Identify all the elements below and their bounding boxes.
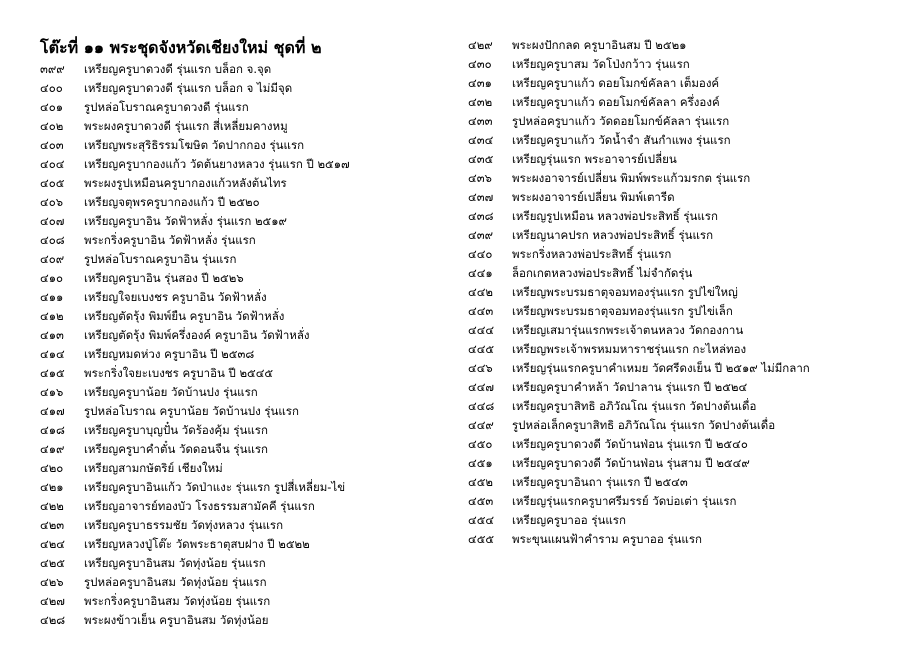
item-text: เหรียญตัดรุ้ง พิมพ์ครึ่งองค์ ครูบาอิน วัดฟ้าหลั่ง <box>84 328 310 342</box>
list-item <box>40 402 450 421</box>
list-item <box>40 497 450 516</box>
item-text: พระผงข้าวเย็น ครูบาอินสม วัดทุ่งน้อย <box>84 613 269 627</box>
list-item <box>40 611 450 630</box>
item-number: ๔๒๖ <box>40 575 64 589</box>
item-text: เหรียญครูบาดวงดี รุ่นแรก บล็อก จ.จุด <box>84 62 272 76</box>
item-number: ๔๒๑ <box>40 480 64 494</box>
item-text: เหรียญครูบาอิน รุ่นสอง ปี ๒๕๒๖ <box>84 271 244 285</box>
list-item <box>40 345 450 364</box>
list-item <box>40 193 450 212</box>
list-item <box>40 535 450 554</box>
item-number: ๔๓๖ <box>468 171 492 185</box>
item-text: เหรียญครูบาสิทธิ อภิวัณโณ รุ่นแรก วัดปางต้นเดื่อ <box>512 399 757 413</box>
list-item <box>40 573 450 592</box>
item-text: รูปหล่อโบราณ ครูบาน้อย วัดบ้านปง รุ่นแรก <box>84 404 299 418</box>
page-title: โต๊ะที่ ๑๑ พระชุดจังหวัดเชียงใหม่ ชุดที่ ๒ <box>40 38 322 57</box>
item-number: ๔๑๕ <box>40 366 65 380</box>
item-number: ๔๔๗ <box>468 380 495 394</box>
item-number: ๔๓๗ <box>468 190 494 204</box>
item-number: ๔๐๒ <box>40 119 64 133</box>
list-item <box>40 174 450 193</box>
item-number: ๔๒๗ <box>40 594 65 608</box>
item-number: ๔๒๐ <box>40 461 64 475</box>
list-item <box>40 212 450 231</box>
item-text: เหรียญครูบาอิน วัดฟ้าหลั่ง รุ่นแรก ๒๕๑๙ <box>84 214 287 228</box>
item-number: ๔๐๗ <box>40 214 65 228</box>
item-text: เหรียญพระบรมธาตุจอมทองรุ่นแรก รูปไข่ใหญ่ <box>512 285 738 299</box>
item-number: ๔๑๒ <box>40 309 64 323</box>
item-text: เหรียญครูบาออ รุ่นแรก <box>512 513 626 527</box>
item-text: พระผงครูบาดวงดี รุ่นแรก สี่เหลี่ยมคางหมู <box>84 119 288 133</box>
item-text: เหรียญครูบาดวงดี วัดบ้านฟ่อน รุ่นสาม ปี ๒๕๔๙ <box>512 456 750 470</box>
list-item <box>40 117 450 136</box>
item-number: ๔๔๘ <box>468 399 495 413</box>
item-number: ๔๐๙ <box>40 252 65 266</box>
list-item <box>468 131 888 150</box>
item-number: ๔๔๕ <box>468 342 495 356</box>
item-text: เหรียญครูบาอินถา รุ่นแรก ปี ๒๕๔๓ <box>512 475 688 489</box>
item-text: เหรียญจตุพรครูบากองแก้ว ปี ๒๕๒๐ <box>84 195 260 209</box>
list-item <box>40 459 450 478</box>
list-item <box>40 421 450 440</box>
item-number: ๔๔๓ <box>468 304 494 318</box>
item-number: ๔๔๑ <box>468 266 493 280</box>
item-number: ๔๔๙ <box>468 418 494 432</box>
item-number: ๔๑๗ <box>40 404 65 418</box>
item-number: ๔๔๒ <box>468 285 493 299</box>
list-item <box>40 307 450 326</box>
list-item <box>468 283 888 302</box>
item-text: เหรียญรุ่นแรกครูบาศรีมรรย์ วัดบ่อเต่า รุ่นแรก <box>512 494 737 508</box>
list-item <box>40 554 450 573</box>
item-text: เหรียญครูบาคำตั๋น วัดดอนจืน รุ่นแรก <box>84 442 268 456</box>
list-item <box>40 79 450 98</box>
item-text: เหรียญครูบาบุญปั๋น วัดร้องคุ้ม รุ่นแรก <box>84 423 268 437</box>
item-text: เหรียญรุ่นแรกครูบาคำเหมย วัดศรีดงเย็น ปี ๒๕๑๙ ไม่มีกลาก <box>512 361 810 375</box>
list-item <box>468 454 888 473</box>
item-number: ๔๐๔ <box>40 157 65 171</box>
item-text: เหรียญครูบาสม วัดโป่งกว้าว รุ่นแรก <box>512 57 690 71</box>
list-item <box>40 60 450 79</box>
item-number: ๔๓๓ <box>468 114 493 128</box>
item-number: ๔๓๐ <box>468 57 492 71</box>
item-text: เหรียญเสมารุ่นแรกพระเจ้าตนหลวง วัดกองกาน <box>512 323 744 337</box>
list-item <box>40 440 450 459</box>
list-item <box>468 397 888 416</box>
list-item <box>468 511 888 530</box>
item-text: เหรียญครูบากองแก้ว วัดต้นยางหลวง รุ่นแรก ปี ๒๕๑๗ <box>84 157 350 171</box>
item-text: รูปหล่อเล็กครูบาสิทธิ อภิวัณโณ รุ่นแรก วัดปางต้นเดื่อ <box>512 418 776 432</box>
item-text: พระผงอาจารย์เปลี่ยน พิมพ์พระแก้วมรกต รุ่นแรก <box>512 171 751 185</box>
item-text: พระกริ่งหลวงพ่อประสิทธิ์ รุ่นแรก <box>512 247 672 261</box>
item-number: ๔๓๙ <box>468 228 493 242</box>
item-number: ๔๑๓ <box>40 328 64 342</box>
item-text: เหรียญครูบาแก้ว ดอยโมกข์คัลลา ครึ่งองค์ <box>512 95 720 109</box>
item-text: เหรียญครูบาอินแก้ว วัดป่าแงะ รุ่นแรก รูปสี่เหลี่ยม-ไข่ <box>84 480 346 494</box>
item-text: เหรียญหมดห่วง ครูบาอิน ปี ๒๕๓๘ <box>84 347 255 361</box>
item-number: ๔๑๑ <box>40 290 64 304</box>
item-number: ๔๐๓ <box>40 138 64 152</box>
list-item <box>40 155 450 174</box>
item-number: ๔๑๖ <box>40 385 64 399</box>
list-item <box>468 302 888 321</box>
list-item <box>468 378 888 397</box>
item-number: ๓๙๙ <box>40 62 65 76</box>
item-number: ๔๓๔ <box>468 133 494 147</box>
list-item <box>468 340 888 359</box>
item-number: ๔๕๕ <box>468 532 495 546</box>
item-number: ๔๒๕ <box>40 556 65 570</box>
list-item <box>40 136 450 155</box>
item-text: รูปหล่อโบราณครูบาดวงดี รุ่นแรก <box>84 100 249 114</box>
list-item <box>40 231 450 250</box>
item-text: พระผงรูปเหมือนครูบากองแก้วหลังต้นไทร <box>84 176 287 190</box>
item-text: เหรียญรูปเหมือน หลวงพ่อประสิทธิ์ รุ่นแรก <box>512 209 718 223</box>
item-number: ๔๔๖ <box>468 361 493 375</box>
item-text: รูปหล่อโบราณครูบาอิน รุ่นแรก <box>84 252 237 266</box>
list-item <box>468 93 888 112</box>
list-item <box>468 245 888 264</box>
item-number: ๔๐๑ <box>40 100 64 114</box>
list-item <box>40 364 450 383</box>
item-number: ๔๓๕ <box>468 152 494 166</box>
item-text: เหรียญตัดรุ้ง พิมพ์ยืน ครูบาอิน วัดฟ้าหลั่ง <box>84 309 285 323</box>
list-item <box>468 473 888 492</box>
list-item <box>468 112 888 131</box>
item-number: ๔๕๓ <box>468 494 494 508</box>
list-item <box>468 55 888 74</box>
item-text: พระผงปักกลด ครูบาอินสม ปี ๒๕๒๑ <box>512 38 687 52</box>
item-text: รูปหล่อครูบาอินสม วัดทุ่งน้อย รุ่นแรก <box>84 575 267 589</box>
item-text: เหรียญครูบาคำหล้า วัดปาลาน รุ่นแรก ปี ๒๕๒๔ <box>512 380 748 394</box>
item-number: ๔๑๔ <box>40 347 65 361</box>
item-text: พระกริ่งใจยะเบงชร ครูบาอิน ปี ๒๕๔๕ <box>84 366 274 380</box>
list-item <box>468 264 888 283</box>
item-text: เหรียญครูบาดวงดี รุ่นแรก บล็อก จ ไม่มีจุด <box>84 81 293 95</box>
item-number: ๔๑๐ <box>40 271 64 285</box>
list-item <box>468 530 888 549</box>
item-text: เหรียญรุ่นแรก พระอาจารย์เปลี่ยน <box>512 152 677 166</box>
list-item <box>468 207 888 226</box>
item-text: เหรียญครูบาดวงดี วัดบ้านฟ่อน รุ่นแรก ปี ๒๕๔๐ <box>512 437 748 451</box>
item-number: ๔๒๓ <box>40 518 65 532</box>
left-column-list <box>40 60 450 630</box>
right-column-list <box>468 36 888 549</box>
list-item <box>468 359 888 378</box>
list-item <box>468 416 888 435</box>
item-text: เหรียญครูบาธรรมชัย วัดทุ่งหลวง รุ่นแรก <box>84 518 284 532</box>
item-number: ๔๓๘ <box>468 209 494 223</box>
item-text: รูปหล่อครูบาแก้ว วัดดอยโมกข์คัลลา รุ่นแรก <box>512 114 730 128</box>
list-item <box>40 326 450 345</box>
item-text: เหรียญอาจารย์ทองบัว โรงธรรมสามัคคี รุ่นแรก <box>84 499 315 513</box>
item-number: ๔๔๔ <box>468 323 495 337</box>
item-number: ๔๔๐ <box>468 247 493 261</box>
item-number: ๔๐๐ <box>40 81 63 95</box>
list-item <box>468 321 888 340</box>
list-item <box>468 150 888 169</box>
item-text: เหรียญใจยเบงชร ครูบาอิน วัดฟ้าหลั่ง <box>84 290 267 304</box>
item-number: ๔๑๘ <box>40 423 65 437</box>
item-number: ๔๐๕ <box>40 176 65 190</box>
list-item <box>468 435 888 454</box>
item-number: ๔๓๒ <box>468 95 493 109</box>
list-item <box>40 478 450 497</box>
list-item <box>40 516 450 535</box>
item-text: เหรียญครูบาอินสม วัดทุ่งน้อย รุ่นแรก <box>84 556 266 570</box>
item-number: ๔๑๙ <box>40 442 65 456</box>
list-item <box>40 383 450 402</box>
item-number: ๔๕๒ <box>468 475 493 489</box>
list-item <box>468 492 888 511</box>
item-text: เหรียญหลวงปู่โต๊ะ วัดพระธาตุสบฝาง ปี ๒๕๒๒ <box>84 537 310 551</box>
list-item <box>40 98 450 117</box>
item-text: เหรียญสามกษัตริย์ เชียงใหม่ <box>84 461 223 475</box>
list-item <box>468 226 888 245</box>
item-text: ล็อกเกตหลวงพ่อประสิทธิ์ ไม่จำกัดรุ่น <box>512 266 693 280</box>
item-text: เหรียญนาคปรก หลวงพ่อประสิทธิ์ รุ่นแรก <box>512 228 714 242</box>
item-number: ๔๒๔ <box>40 537 65 551</box>
item-text: เหรียญครูบาแก้ว ดอยโมกข์คัลลา เต็มองค์ <box>512 76 720 90</box>
item-number: ๔๐๘ <box>40 233 65 247</box>
list-item <box>40 592 450 611</box>
item-number: ๔๓๑ <box>468 76 492 90</box>
item-number: ๔๒๒ <box>40 499 64 513</box>
item-text: เหรียญครูบาน้อย วัดบ้านปง รุ่นแรก <box>84 385 258 399</box>
item-text: เหรียญพระเจ้าพรหมมหาราชรุ่นแรก กะไหล่ทอง <box>512 342 747 356</box>
item-text: เหรียญครูบาแก้ว วัดน้ำจำ สันกำแพง รุ่นแรก <box>512 133 731 147</box>
item-text: พระผงอาจารย์เปลี่ยน พิมพ์เตารีด <box>512 190 675 204</box>
item-text: เหรียญพระสุริธิรรมโฆษิต วัดปากกอง รุ่นแรก <box>84 138 305 152</box>
list-item <box>40 269 450 288</box>
list-item <box>468 169 888 188</box>
item-number: ๔๒๘ <box>40 613 66 627</box>
item-number: ๔๒๙ <box>468 38 493 52</box>
list-item <box>40 288 450 307</box>
item-text: พระกริ่งครูบาอินสม วัดทุ่งน้อย รุ่นแรก <box>84 594 271 608</box>
list-item <box>468 36 888 55</box>
item-text: พระกริ่งครูบาอิน วัดฟ้าหลั่ง รุ่นแรก <box>84 233 256 247</box>
item-number: ๔๐๖ <box>40 195 64 209</box>
list-item <box>468 188 888 207</box>
item-text: พระขุนแผนฟ้าคำราม ครูบาออ รุ่นแรก <box>512 532 702 546</box>
item-number: ๔๕๑ <box>468 456 493 470</box>
list-item <box>40 250 450 269</box>
item-number: ๔๕๐ <box>468 437 493 451</box>
item-number: ๔๕๔ <box>468 513 495 527</box>
item-text: เหรียญพระบรมธาตุจอมทองรุ่นแรก รูปไข่เล็ก <box>512 304 733 318</box>
list-item <box>468 74 888 93</box>
